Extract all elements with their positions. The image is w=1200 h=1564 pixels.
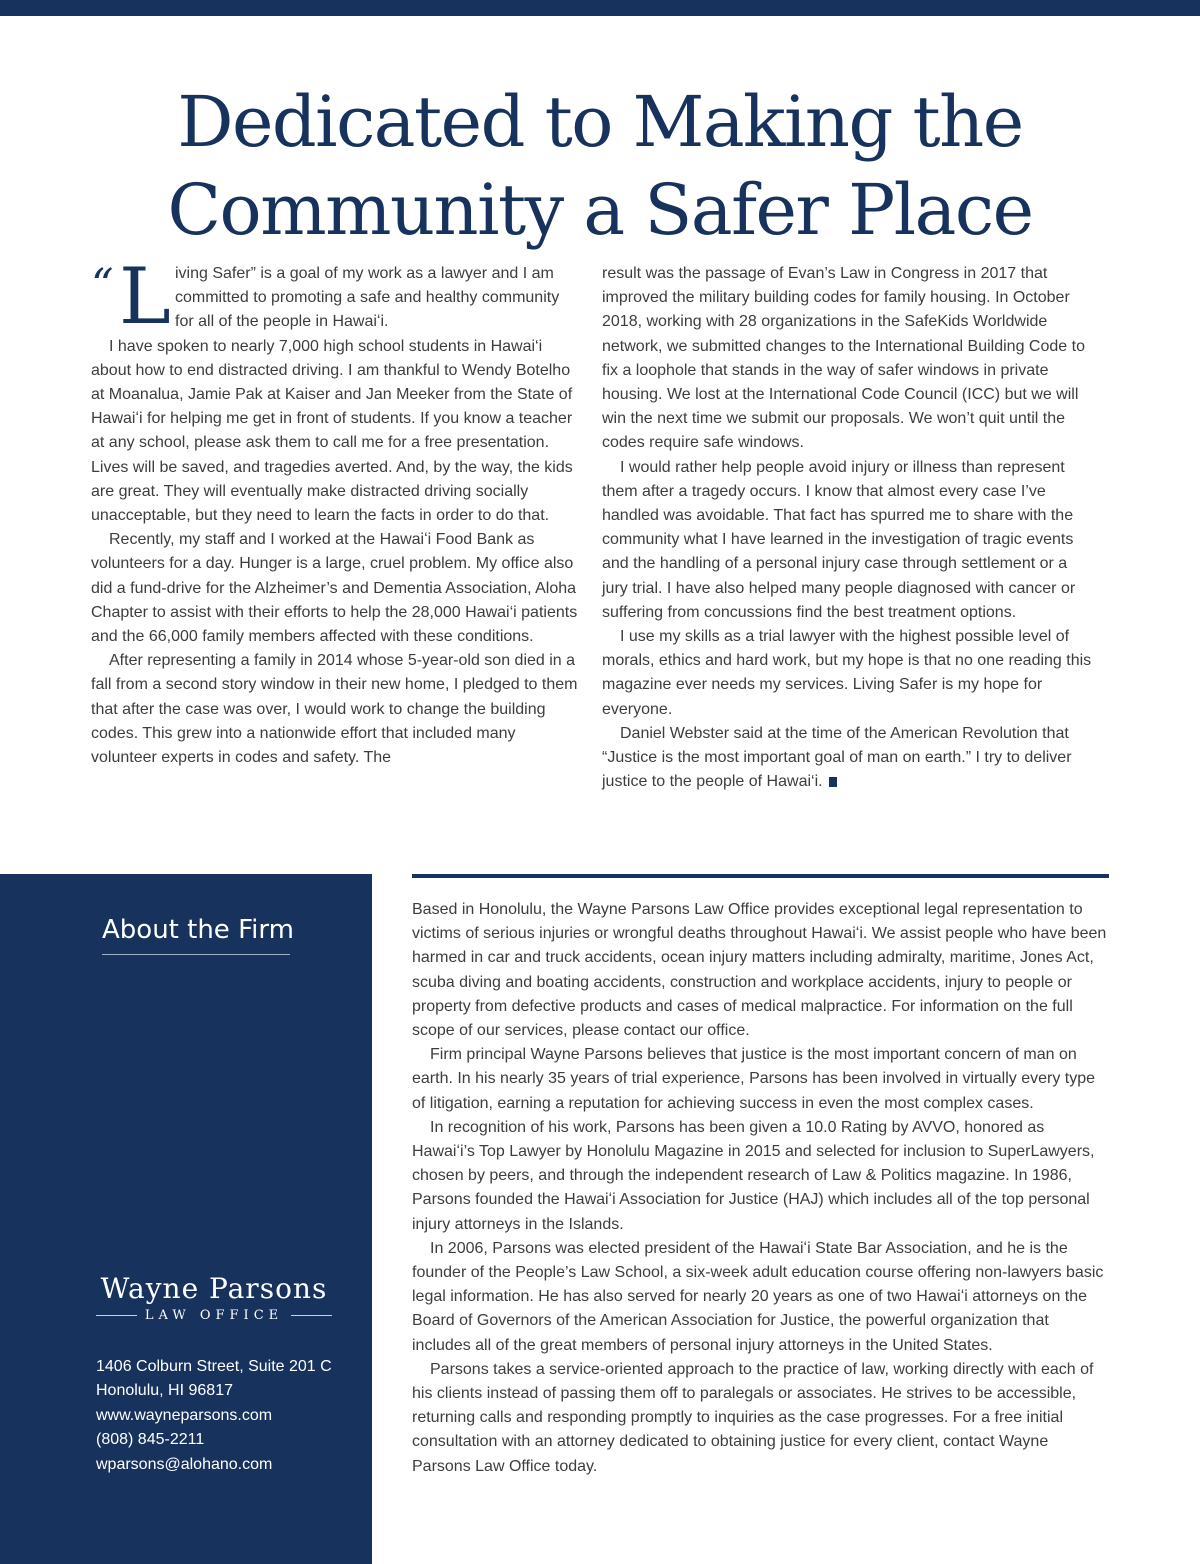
email-link[interactable]: wparsons@alohano.com bbox=[96, 1455, 273, 1473]
article-paragraph: Recently, my staff and I worked at the Hawaiʻi Food Bank as volunteers for a day. Hunger is a large, cruel problem. My office also did a fund-drive for the Alzheimer’s and Dementia Association, Aloha Chapter to assist with their efforts to help the 28,000 Hawai‘i patients and the 66,000 family members affected with these conditions. bbox=[91, 531, 578, 646]
article-left-column bbox=[91, 252, 581, 770]
top-accent-bar bbox=[0, 0, 1200, 16]
page-title bbox=[0, 78, 1200, 254]
article-paragraph: I use my skills as a trial lawyer with the highest possible level of morals, ethics and hard work, but my hope is that no one reading this magazine ever needs my services. Living Safer is my hope for everyone. bbox=[602, 628, 1092, 718]
open-quote-mark: “ bbox=[91, 260, 114, 311]
website-link[interactable]: www.wayneparsons.com bbox=[96, 1406, 273, 1424]
about-paragraph: Based in Honolulu, the Wayne Parsons Law Office provides exceptional legal representation to victims of serious injuries or wrongful deaths throughout Hawaiʻi. We assist people who have been harmed in car and truck accidents, ocean injury matters including admiralty, maritime, Jones Act, scuba diving and boating accidents, construction and workplace accidents, injury to people or property from defective products and cases of medical malpractice. For information on the full scope of our services, please contact our office. bbox=[412, 901, 1107, 1040]
address-line-1: 1406 Colburn Street, Suite 201 C bbox=[96, 1358, 332, 1375]
about-heading: About the Firm bbox=[102, 915, 294, 945]
end-mark-icon bbox=[829, 777, 837, 787]
about-paragraph: Parsons takes a service-oriented approach to the practice of law, working directly with each of his clients instead of passing them off to paralegals or associates. He strives to be accessible, returning calls and responding promptly to inquiries as the case progresses. For a free initial consultation with an attorney dedicated to obtaining justice for every client, contact Wayne Parsons Law Office today. bbox=[412, 1360, 1094, 1475]
article-paragraph: result was the passage of Evan’s Law in Congress in 2017 that improved the military building codes for family housing. In October 2018, working with 28 organizations in the SafeKids Worldwide network, we submitted changes to the International Building Code to fix a loophole that stands in the way of safer windows in private housing. We lost at the International Code Council (ICC) but we will win the next time we submit our proposals. We won’t quit until the codes require safe windows. bbox=[602, 265, 1085, 452]
about-section-rule bbox=[412, 874, 1109, 878]
page-title-line-1: Dedicated to Making the bbox=[177, 81, 1023, 163]
about-paragraph: In recognition of his work, Parsons has been given a 10.0 Rating by AVVO, honored as Hawaiʻi’s Top Lawyer by Honolulu Magazine in 2015 and selected for inclusion to SuperLawyers, chosen by peers, and through the independent research of Law & Politics magazine. In 1986, Parsons founded the Hawaiʻi Association for Justice (HAJ) which includes all of the top personal injury attorneys in the Islands. bbox=[412, 1118, 1095, 1233]
article-paragraph: I would rather help people avoid injury or illness than represent them after a tragedy occurs. I know that almost every case I’ve handled was avoidable. That fact has spurred me to share with the community what I have learned in the investigation of tragic events and the handling of a personal injury case through settlement or a jury trial. I have also helped many people diagnosed with cancer or suffering from concussions find the best treatment options. bbox=[602, 458, 1076, 621]
article-paragraph: I have spoken to nearly 7,000 high school students in Hawai‘i about how to end distracted driving. I am thankful to Wendy Botelho at Moanalua, Jamie Pak at Kaiser and Jan Meeker from the State of Hawaiʻi for helping me get in front of students. If you know a teacher at any school, please ask them to call me for a free presentation. Lives will be saved, and tragedies averted. And, by the way, the kids are great. They will eventually make distracted driving socially unacceptable, but they need to learn the facts in order to do that. bbox=[91, 337, 573, 525]
address-line-2: Honolulu, HI 96817 bbox=[96, 1382, 233, 1400]
article-paragraph-text: Daniel Webster said at the time of the American Revolution that “Justice is the most important goal of man on earth.” I try to deliver justice to the people of Hawai‘i. bbox=[602, 724, 1072, 791]
firm-sidebar bbox=[0, 874, 372, 1564]
article-paragraph: After representing a family in 2014 whose 5-year-old son died in a fall from a second story window in their new home, I pledged to them that after the case was over, I would work to change the building codes. This grew into a nationwide effort that included many volunteer experts in codes and safety. The bbox=[91, 652, 578, 767]
article-right-column bbox=[602, 262, 1092, 794]
phone-number[interactable]: (808) 845-2211 bbox=[96, 1431, 205, 1449]
logo-subtitle: LAW OFFICE bbox=[144, 1308, 284, 1323]
about-firm-text bbox=[412, 898, 1109, 1479]
logo-rule-left bbox=[96, 1315, 137, 1316]
drop-cap-block bbox=[91, 252, 175, 342]
firm-logo bbox=[96, 1272, 332, 1323]
about-heading-underline bbox=[102, 954, 290, 955]
drop-cap-letter: L bbox=[119, 252, 171, 342]
logo-name: Wayne Parsons bbox=[100, 1272, 328, 1305]
about-paragraph: Firm principal Wayne Parsons believes that justice is the most important concern of man on earth. In his nearly 35 years of trial experience, Parsons has been involved in virtually every type of litigation, earning a reputation for achieving success in even the most complex cases. bbox=[412, 1046, 1096, 1112]
article-paragraph-final bbox=[602, 722, 1092, 795]
page-title-line-2: Community a Safer Place bbox=[167, 169, 1033, 251]
article-paragraph: iving Safer” is a goal of my work as a lawyer and I am committed to promoting a safe and healthy community for all of the people in Hawaiʻi. bbox=[175, 265, 560, 331]
logo-rule-right bbox=[291, 1315, 332, 1316]
logo-subtitle-row bbox=[96, 1308, 332, 1323]
about-paragraph: In 2006, Parsons was elected president of the Hawaiʻi State Bar Association, and he is the founder of the People’s Law School, a six-week adult education course offering non-lawyers basic legal information. He has also served for nearly 20 years as one of two Hawaiʻi attorneys on the Board of Governors of the American Association for Justice, the powerful organization that includes all of the great members of personal injury attorneys in the United States. bbox=[412, 1239, 1104, 1354]
contact-block bbox=[96, 1355, 332, 1477]
